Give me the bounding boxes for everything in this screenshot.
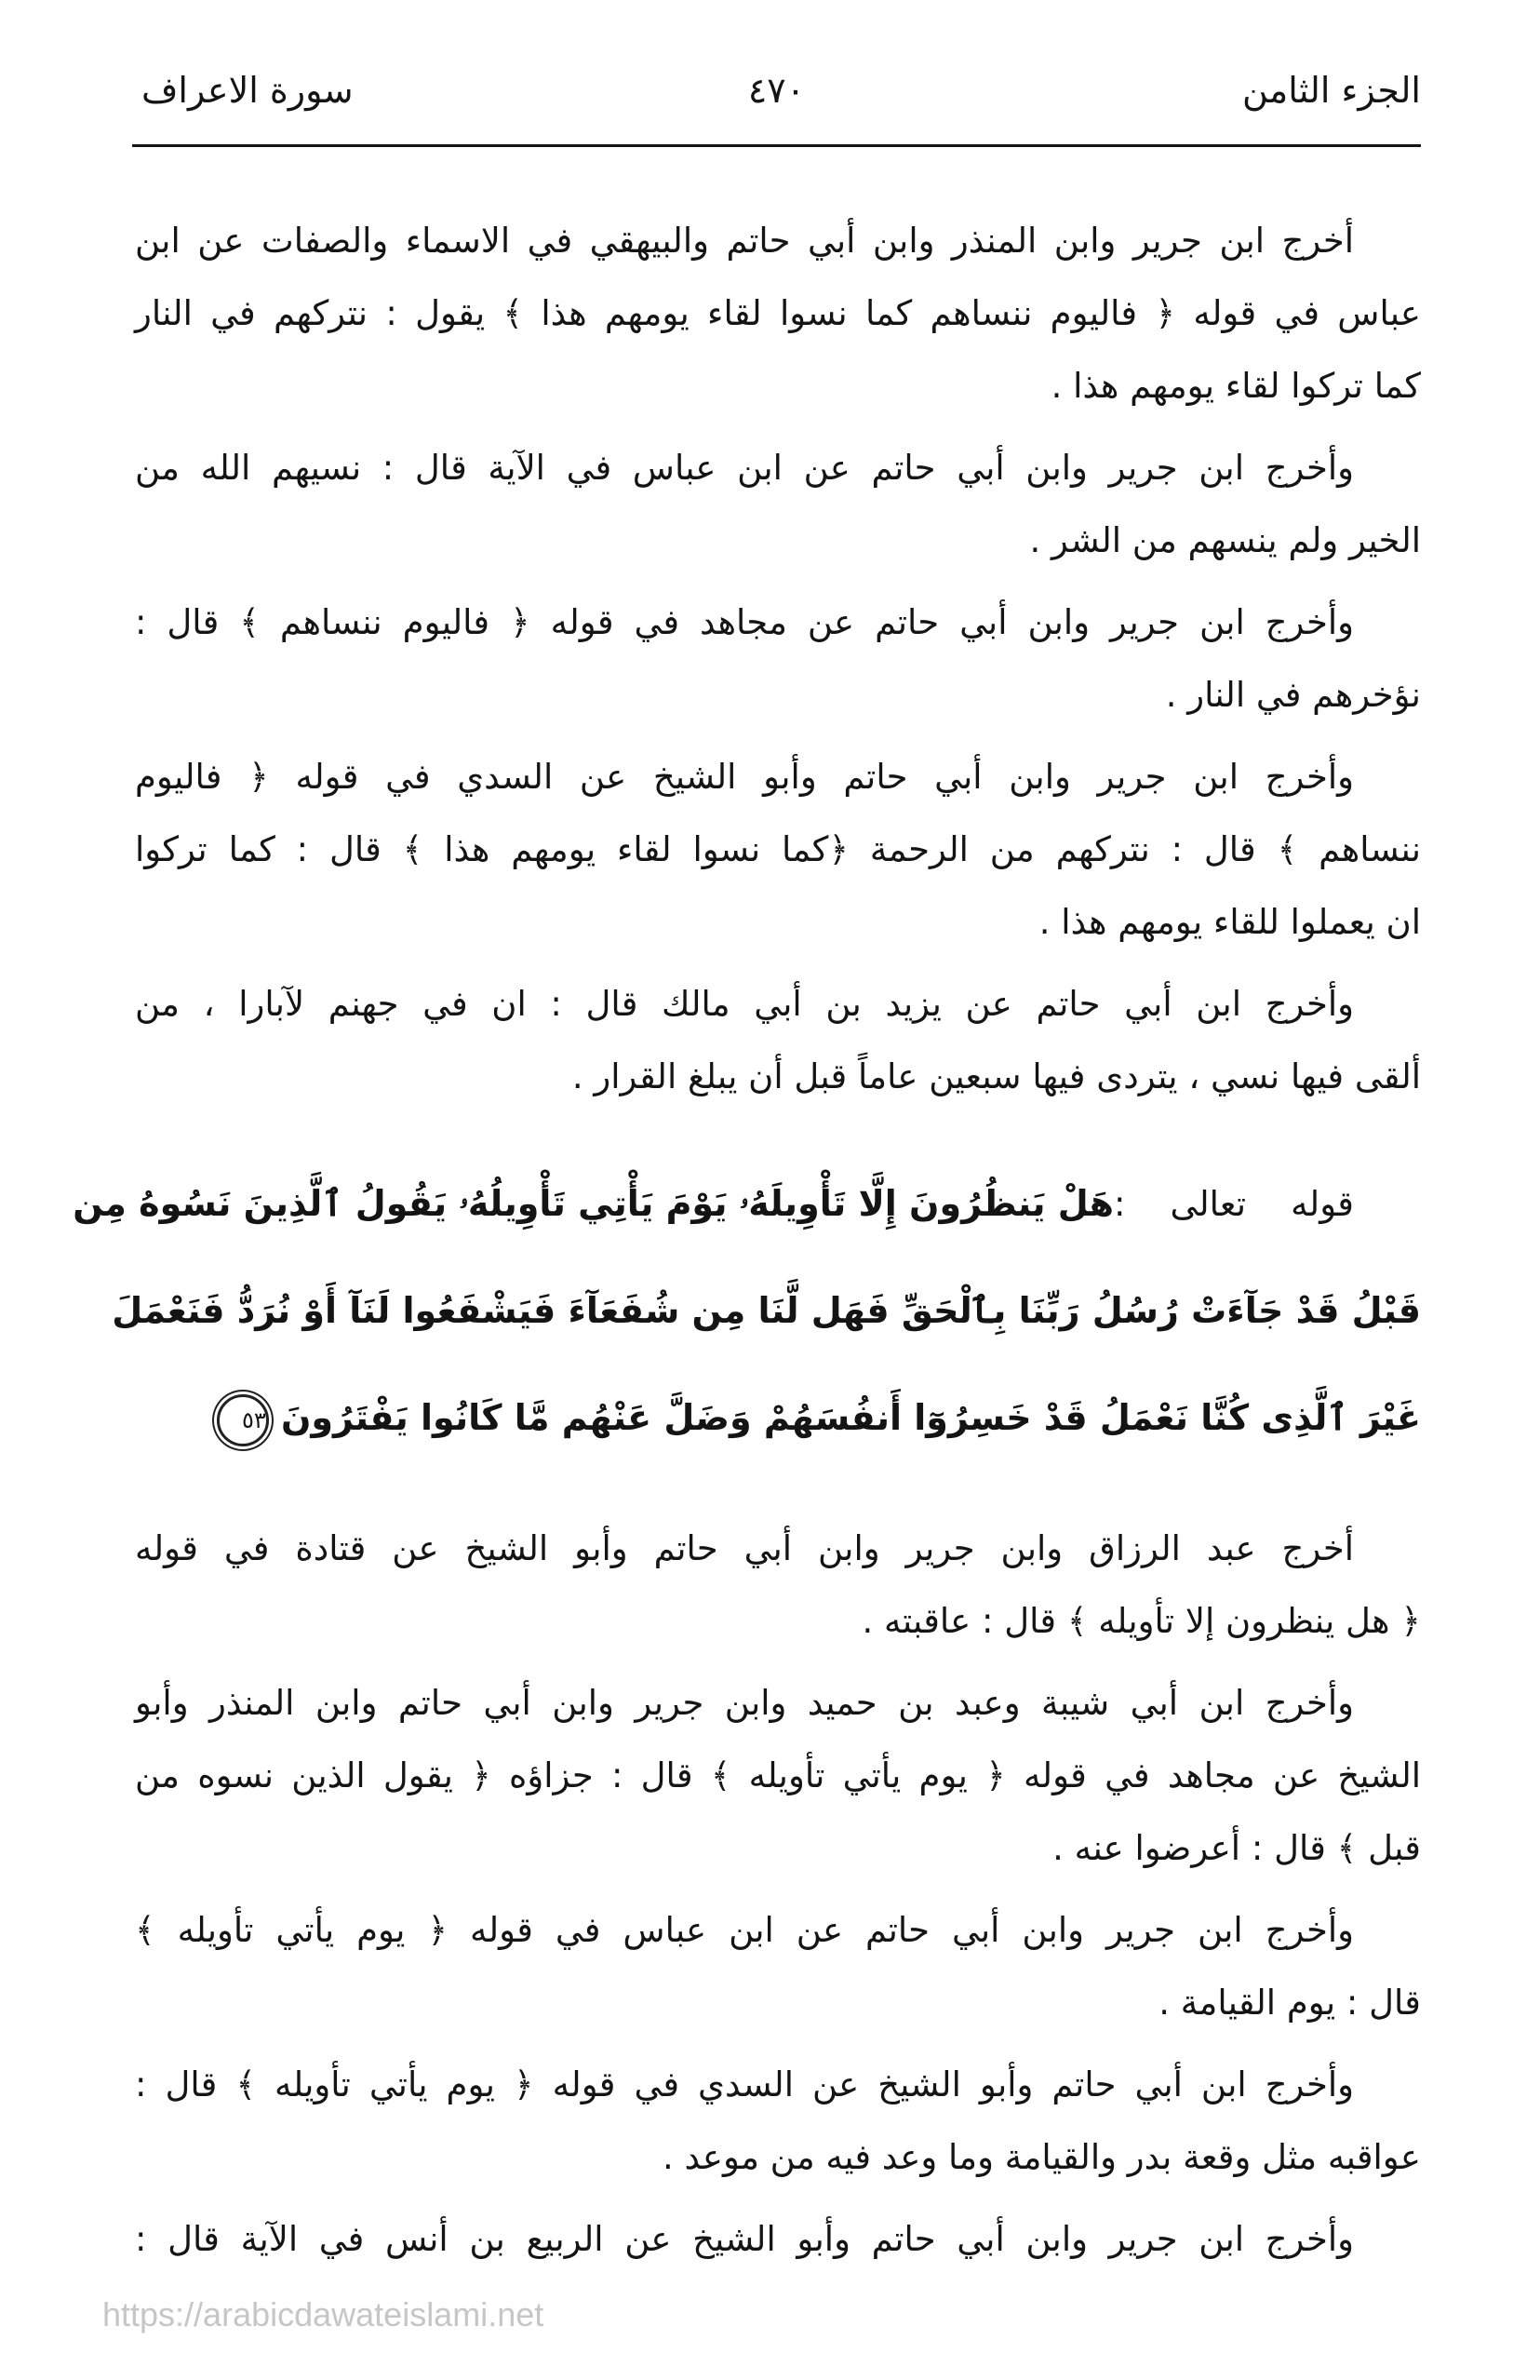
text-line: قال : يوم القيامة . bbox=[1158, 1983, 1421, 2023]
verse-intro: قوله تعالى : bbox=[1114, 1184, 1354, 1224]
text-line: عباس في قوله ﴿ فاليوم ننساهم كما نسوا لقاء يومهم هذا ﴾ يقول : نتركهم في النار bbox=[135, 293, 1421, 333]
paragraph bbox=[135, 586, 1421, 732]
quran-verse-block bbox=[73, 1150, 1421, 1472]
running-head-surah: سورة الاعراف bbox=[141, 70, 354, 111]
page-header bbox=[132, 54, 1421, 127]
ayah-number-marker: ٥٣ bbox=[217, 1394, 269, 1446]
text-line: ألقى فيها نسي ، يتردى فيها سبعين عاماً قبل أن يبلغ القرار . bbox=[571, 1056, 1421, 1096]
text-line: وأخرج ابن جرير وابن أبي حاتم عن ابن عباس في الآية قال : نسيهم الله من bbox=[135, 448, 1354, 488]
paragraph bbox=[135, 205, 1421, 423]
text-line: نؤخرهم في النار . bbox=[1165, 675, 1421, 715]
text-line: ان يعملوا للقاء يومهم هذا . bbox=[1038, 902, 1421, 942]
text-line: وأخرج ابن جرير وابن أبي حاتم عن ابن عباس في قوله ﴿ يوم يأتي تأويله ﴾ bbox=[135, 1910, 1354, 1950]
text-line: وأخرج ابن أبي شيبة وعبد بن حميد وابن جرير وابن أبي حاتم وابن المنذر وأبو bbox=[135, 1683, 1354, 1723]
paragraph bbox=[135, 968, 1421, 1113]
text-line: كما تركوا لقاء يومهم هذا . bbox=[1051, 366, 1421, 406]
paragraph bbox=[135, 1894, 1421, 2039]
text-line: أخرج ابن جرير وابن المنذر وابن أبي حاتم والبيهقي في الاسماء والصفات عن ابن bbox=[135, 221, 1354, 261]
verse-text: غَيْرَ ٱلَّذِى كُنَّا نَعْمَلُ قَدْ خَسِرُوٓا أَنفُسَهُمْ وَضَلَّ عَنْهُم مَّا كَانُوا يَفْتَرُونَ bbox=[280, 1397, 1421, 1438]
verse-line: قَبْلُ قَدْ جَآءَتْ رُسُلُ رَبِّنَا بِٱلْحَقِّ فَهَل لَّنَا مِن شُفَعَآءَ فَيَشْفَعُوا لَنَآ أَوْ نُرَدُّ فَنَعْمَلَ bbox=[112, 1290, 1421, 1331]
paragraph bbox=[135, 1667, 1421, 1885]
text-line: وأخرج ابن جرير وابن أبي حاتم عن مجاهد في قوله ﴿ فاليوم ننساهم ﴾ قال : bbox=[135, 602, 1354, 642]
text-line: وأخرج ابن جرير وابن أبي حاتم وأبو الشيخ عن السدي في قوله ﴿ فاليوم bbox=[135, 757, 1354, 797]
text-line: وأخرج ابن جرير وابن أبي حاتم وأبو الشيخ عن الربيع بن أنس في الآية قال : bbox=[135, 2219, 1354, 2259]
watermark-url: https://arabicdawateislami.net bbox=[102, 2295, 544, 2333]
paragraph bbox=[135, 2203, 1421, 2276]
text-line: قبل ﴾ قال : أعرضوا عنه . bbox=[1052, 1828, 1421, 1868]
header-rule bbox=[132, 144, 1421, 147]
page-number: ٤٧٠ bbox=[747, 70, 806, 111]
paragraph bbox=[135, 741, 1421, 959]
running-head-part: الجزء الثامن bbox=[1241, 70, 1421, 111]
text-line: ﴿ هل ينظرون إلا تأويله ﴾ قال : عاقبته . bbox=[862, 1601, 1421, 1641]
text-line: الشيخ عن مجاهد في قوله ﴿ يوم يأتي تأويله ﴾ قال : جزاؤه ﴿ يقول الذين نسوه من bbox=[135, 1755, 1421, 1795]
text-line: أخرج عبد الرزاق وابن جرير وابن أبي حاتم وأبو الشيخ عن قتادة في قوله bbox=[135, 1528, 1354, 1568]
text-line: وأخرج ابن أبي حاتم وأبو الشيخ عن السدي في قوله ﴿ يوم يأتي تأويله ﴾ قال : bbox=[135, 2064, 1354, 2104]
page-body bbox=[73, 205, 1421, 2276]
paragraph bbox=[135, 432, 1421, 577]
text-line: وأخرج ابن أبي حاتم عن يزيد بن أبي مالك قال : ان في جهنم لآبارا ، من bbox=[135, 984, 1354, 1024]
paragraph bbox=[135, 1513, 1421, 1658]
text-line: عواقبه مثل وقعة بدر والقيامة وما وعد فيه من موعد . bbox=[662, 2137, 1421, 2177]
paragraph bbox=[135, 2049, 1421, 2194]
verse-line bbox=[73, 1150, 1421, 1257]
verse-line bbox=[135, 1365, 1421, 1472]
verse-text: هَلْ يَنظُرُونَ إِلَّا تَأْوِيلَهُۥ يَوْمَ يَأْتِي تَأْوِيلُهُۥ يَقُولُ ٱلَّذِينَ نَسُوهُ مِن bbox=[73, 1183, 1114, 1224]
text-line: الخير ولم ينسهم من الشر . bbox=[1029, 520, 1421, 560]
text-line: ننساهم ﴾ قال : نتركهم من الرحمة ﴿كما نسوا لقاء يومهم هذا ﴾ قال : كما تركوا bbox=[135, 829, 1421, 869]
